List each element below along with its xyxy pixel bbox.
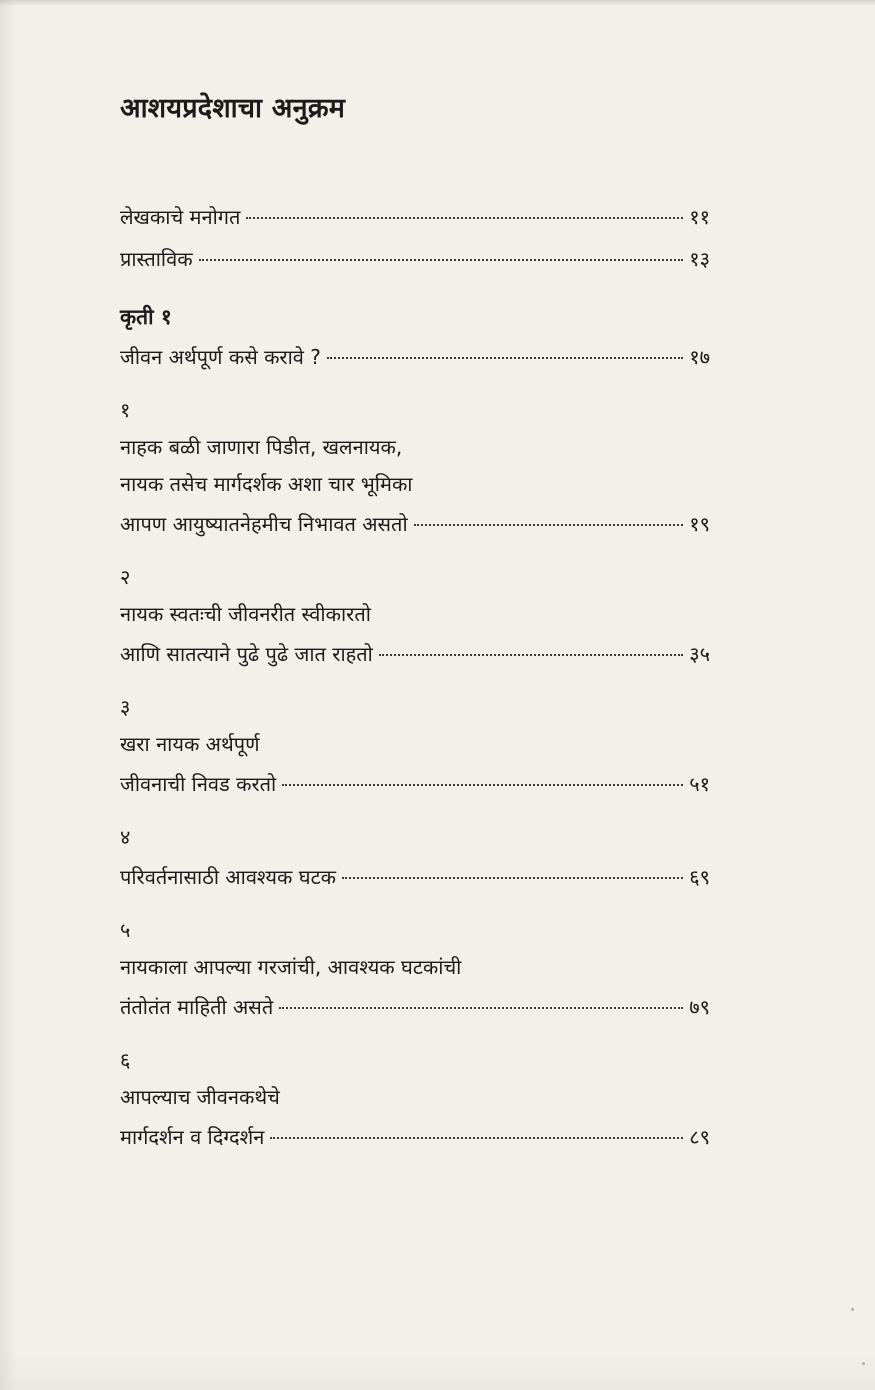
toc-entry-introduction: [120, 238, 710, 280]
dot-leader: [270, 1137, 683, 1139]
paper-speck: [862, 1362, 865, 1365]
dot-leader: [199, 259, 684, 261]
toc-entry-page: ३५: [689, 642, 710, 666]
toc-entry-chapter-1: [120, 503, 710, 545]
dot-leader: [279, 1007, 683, 1009]
toc-entry-label: लेखकाचे मनोगत: [120, 205, 241, 229]
toc-entry-page: १९: [689, 512, 710, 536]
toc-entry-page: ११: [689, 205, 710, 229]
chapter-1: [120, 392, 710, 545]
chapter-title-line: आपल्याच जीवनकथेचे: [120, 1085, 280, 1109]
chapter-4: [120, 819, 710, 898]
chapter-title-line: खरा नायक अर्थपूर्ण: [120, 732, 260, 756]
dot-leader: [282, 784, 683, 786]
toc-entry-page: १७: [689, 345, 710, 369]
toc-entry-page: ८९: [689, 1125, 710, 1149]
toc-entry-part-intro: [120, 336, 710, 378]
chapter-number: १: [120, 398, 131, 422]
dot-leader: [379, 654, 683, 656]
toc-entry-label: मार्गदर्शन व दिग्दर्शन: [120, 1125, 265, 1149]
toc-entry-chapter-4: [120, 856, 710, 898]
chapter-number: ४: [120, 825, 131, 849]
toc-entry-chapter-6: [120, 1116, 710, 1158]
chapter-number: २: [120, 565, 131, 589]
toc-entry-page: ६९: [689, 865, 710, 889]
chapter-6: [120, 1042, 710, 1158]
toc-entry-label: प्रास्ताविक: [120, 247, 193, 271]
toc-entry-chapter-5: [120, 986, 710, 1028]
chapter-5: [120, 912, 710, 1028]
chapter-title-line: नायक स्वतःची जीवनरीत स्वीकारतो: [120, 602, 371, 626]
part-heading: कृती १: [120, 305, 172, 329]
chapter-number: ३: [120, 695, 131, 719]
chapter-title-line: नायकाला आपल्या गरजांची, आवश्यक घटकांची: [120, 955, 462, 979]
toc-entry-page: ५१: [689, 772, 710, 796]
toc-entry-label: परिवर्तनासाठी आवश्यक घटक: [120, 865, 337, 889]
dot-leader: [342, 877, 683, 879]
toc-entry-chapter-3: [120, 763, 710, 805]
chapter-number: ५: [120, 918, 131, 942]
toc-entry-label: आपण आयुष्यातनेहमीच निभावत असतो: [120, 512, 408, 536]
dot-leader: [414, 524, 684, 526]
toc-entry-label: जीवन अर्थपूर्ण कसे करावे ?: [120, 345, 321, 369]
dot-leader: [246, 217, 683, 219]
page-top-edge: [0, 0, 875, 6]
toc-entry-label: तंतोतंत माहिती असते: [120, 995, 274, 1019]
toc-entry-chapter-2: [120, 633, 710, 675]
toc-entry-preface: [120, 196, 710, 238]
toc-entry-label: आणि सातत्याने पुढे पुढे जात राहतो: [120, 642, 373, 666]
toc-entry-label: जीवनाची निवड करतो: [120, 772, 277, 796]
chapter-2: [120, 559, 710, 675]
chapter-number: ६: [120, 1048, 131, 1072]
chapter-title-line: नाहक बळी जाणारा पिडीत, खलनायक,: [120, 435, 403, 459]
dot-leader: [327, 357, 683, 359]
paper-speck: [851, 1308, 854, 1311]
page-title: आशयप्रदेशाचा अनुक्रम: [120, 93, 346, 124]
chapter-3: [120, 689, 710, 805]
chapter-title-line: नायक तसेच मार्गदर्शक अशा चार भूमिका: [120, 472, 413, 496]
table-of-contents: [120, 196, 710, 1158]
toc-entry-page: १३: [689, 247, 710, 271]
toc-entry-page: ७९: [689, 995, 710, 1019]
